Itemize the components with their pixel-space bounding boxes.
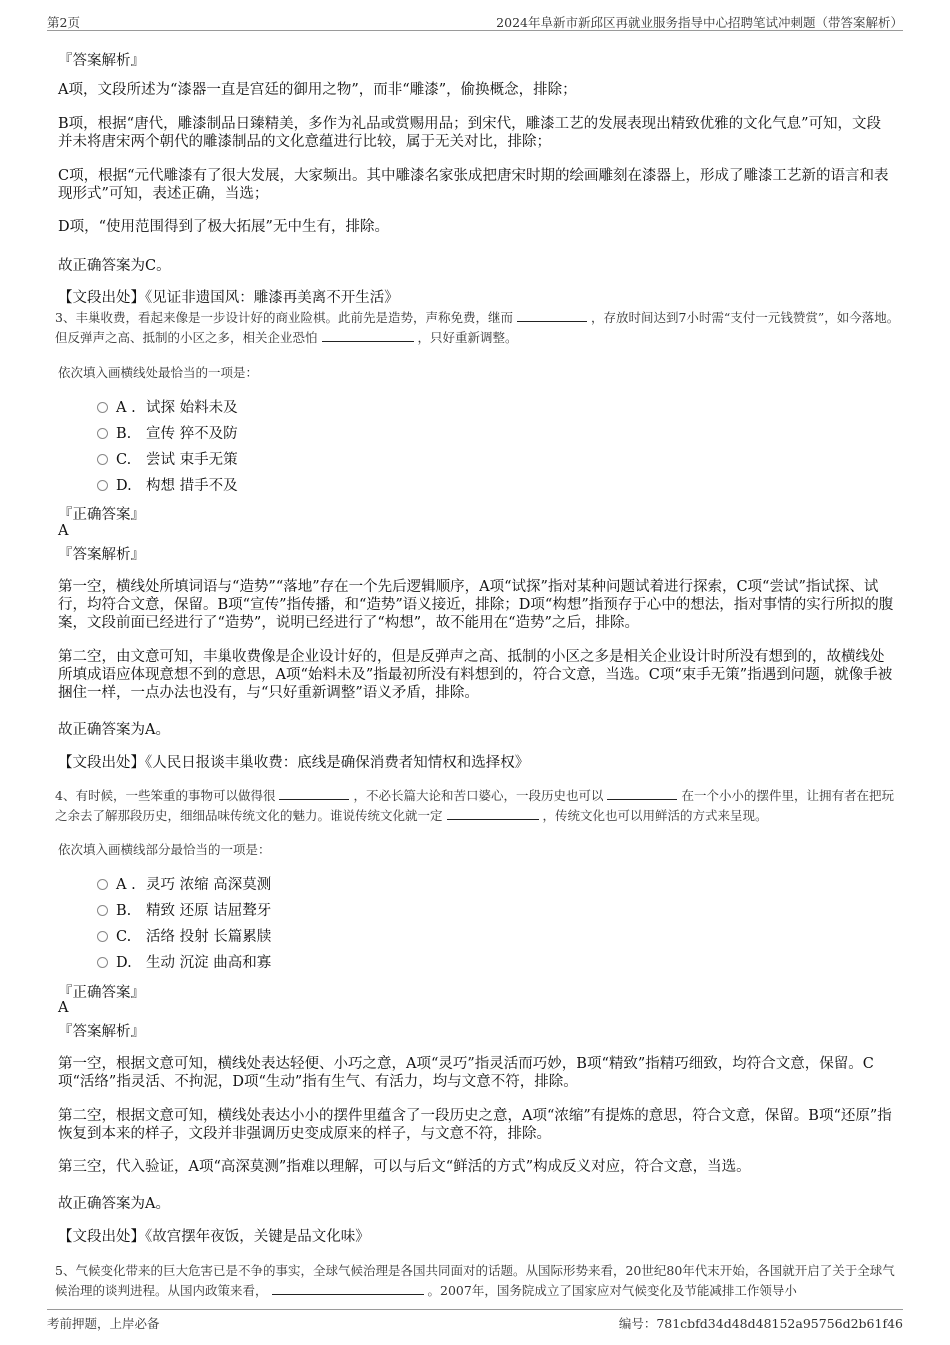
question-4-stem: 4、有时候，一些笨重的事物可以做得很 ，不必长篇大论和苦口婆心，一段历史也可以 在一个小小的摆件里，让拥有者在把玩之余去了解那段历史，细细品味传统文化的魅力。谁说传统文化就一定 ，传统文化也可以用鲜活的方式来呈现。 [55, 788, 894, 823]
analysis-paragraph: 第一空，横线处所填词语与“造势”“落地”存在一个先后逻辑顺序，A项“试探”指对某种问题试着进行探索，C项“尝试”指试探、试行，均符合文意，保留。B项“宣传”指传播，和“造势”语义接近，排除；D项“构想”指预存于心中的想法，指对事情的实行所拟的腹案，文段前面已经进行了“造势”，说明已经进行了“构想”，故不能用在“造势”之后，排除。 [58, 579, 894, 631]
radio-button[interactable] [97, 480, 108, 491]
radio-button[interactable] [97, 428, 108, 439]
option-c[interactable]: C. 活络 投射 长篇累牍 [97, 927, 271, 947]
analysis-paragraph: 第二空，根据文意可知，横线处表达小小的摆件里蕴含了一段历史之意，A项“浓缩”有提炼的意思，符合文意，保留。B项“还原”指恢复到本来的样子，文段并非强调历史变成原来的样子，与文意不符，排除。 [58, 1108, 892, 1142]
analysis-label: 『答案解析』 [58, 1024, 145, 1040]
analysis-paragraph: 第三空，代入验证，A项“高深莫测”指难以理解，可以与后文“鲜活的方式”构成反义对应，符合文意，当选。 [58, 1159, 751, 1175]
source-citation: 【文段出处】《故宫摆年夜饭，关键是品文化味》 [58, 1229, 370, 1245]
fill-blank[interactable] [322, 330, 414, 342]
question-5-stem: 5、气候变化带来的巨大危害已是不争的事实，全球气候治理是各国共同面对的话题。从国际形势来看，20世纪80年代末开始，各国就开启了关于全球气候治理的谈判进程。从国内政策来看， 。2007年，国务院成立了国家应对气候变化及节能减排工作领导小 [55, 1263, 895, 1298]
page-number: 第2页 [47, 15, 80, 30]
document-title: 2024年阜新市新邱区再就业服务指导中心招聘笔试冲刺题（带答案解析） [496, 15, 903, 30]
conclusion: 故正确答案为C。 [58, 258, 171, 274]
source-citation: 【文段出处】《人民日报谈丰巢收费：底线是确保消费者知情权和选择权》 [58, 755, 530, 771]
correct-answer: A [58, 523, 69, 539]
analysis-paragraph: 第二空，由文意可知，丰巢收费像是企业设计好的，但是反弹声之高、抵制的小区之多是相关企业设计时所没有想到的，故横线处所填成语应体现意想不到的意思，A项“始料未及”指最初所没有料想到的，符合文意，当选。C项“束手无策”指遇到问题，就像手被捆住一样，一点办法也没有，与“只好重新调整”语义矛盾，排除。 [58, 649, 893, 701]
fill-blank[interactable] [447, 808, 539, 820]
footer-slogan: 考前押题，上岸必备 [47, 1316, 160, 1331]
radio-button[interactable] [97, 454, 108, 465]
radio-button[interactable] [97, 957, 108, 968]
radio-button[interactable] [97, 402, 108, 413]
conclusion: 故正确答案为A。 [58, 722, 170, 738]
radio-button[interactable] [97, 905, 108, 916]
option-c[interactable]: C. 尝试 束手无策 [97, 450, 238, 470]
question-prompt: 依次填入画横线处最恰当的一项是： [58, 365, 259, 380]
fill-blank[interactable] [607, 788, 677, 800]
analysis-label: 『答案解析』 [58, 53, 145, 69]
fill-blank[interactable] [279, 788, 349, 800]
option-b[interactable]: B. 精致 还原 诘屈聱牙 [97, 901, 271, 921]
document-id: 编号：781cbfd34d48d48152a95756d2b61f46 [618, 1316, 903, 1331]
fill-blank[interactable] [517, 310, 587, 322]
question-3-stem: 3、丰巢收费，看起来像是一步设计好的商业险棋。此前先是造势，声称免费，继而 ，存放时间达到7小时需“支付一元钱赞赏”，如今落地。但反弹声之高、抵制的小区之多，相关企业恐怕 ，只好重新调整。 [55, 310, 900, 345]
radio-button[interactable] [97, 879, 108, 890]
option-d[interactable]: D. 构想 措手不及 [97, 476, 238, 496]
page-header [47, 12, 903, 31]
analysis-paragraph: D项，“使用范围得到了极大拓展”无中生有，排除。 [58, 219, 389, 235]
option-d[interactable]: D. 生动 沉淀 曲高和寡 [97, 953, 271, 973]
question-prompt: 依次填入画横线部分最恰当的一项是： [58, 842, 271, 857]
correct-answer-label: 『正确答案』 [58, 507, 145, 523]
conclusion: 故正确答案为A。 [58, 1196, 170, 1212]
option-a[interactable]: A . 试探 始料未及 [97, 398, 238, 418]
analysis-paragraph: B项，根据“唐代，雕漆制品日臻精美，多作为礼品或赏赐用品；到宋代，雕漆工艺的发展表现出精致优雅的文化气息”可知，文段并未将唐宋两个朝代的雕漆制品的文化意蕴进行比较，属于无关对比，排除； [58, 116, 881, 150]
analysis-paragraph: 第一空，根据文意可知，横线处表达轻便、小巧之意，A项“灵巧”指灵活而巧妙，B项“精致”指精巧细致，均符合文意，保留。C项“活络”指灵活、不拘泥，D项“生动”指有生气、有活力，均与文意不符，排除。 [58, 1056, 874, 1090]
correct-answer-label: 『正确答案』 [58, 985, 145, 1001]
analysis-paragraph: C项，根据“元代雕漆有了很大发展，大家频出。其中雕漆名家张成把唐宋时期的绘画雕刻在漆器上，形成了雕漆工艺新的语言和表现形式”可知，表述正确，当选； [58, 168, 889, 202]
option-b[interactable]: B. 宣传 猝不及防 [97, 424, 238, 444]
page-footer [47, 1309, 903, 1330]
analysis-paragraph: A项，文段所述为“漆器一直是宫廷的御用之物”，而非“雕漆”，偷换概念，排除； [58, 82, 577, 98]
radio-button[interactable] [97, 931, 108, 942]
option-a[interactable]: A . 灵巧 浓缩 高深莫测 [97, 875, 271, 895]
source-citation: 【文段出处】《见证非遗国风：雕漆再美离不开生活》 [58, 290, 399, 306]
correct-answer: A [58, 1000, 69, 1016]
fill-blank[interactable] [272, 1283, 424, 1295]
analysis-label: 『答案解析』 [58, 547, 145, 563]
